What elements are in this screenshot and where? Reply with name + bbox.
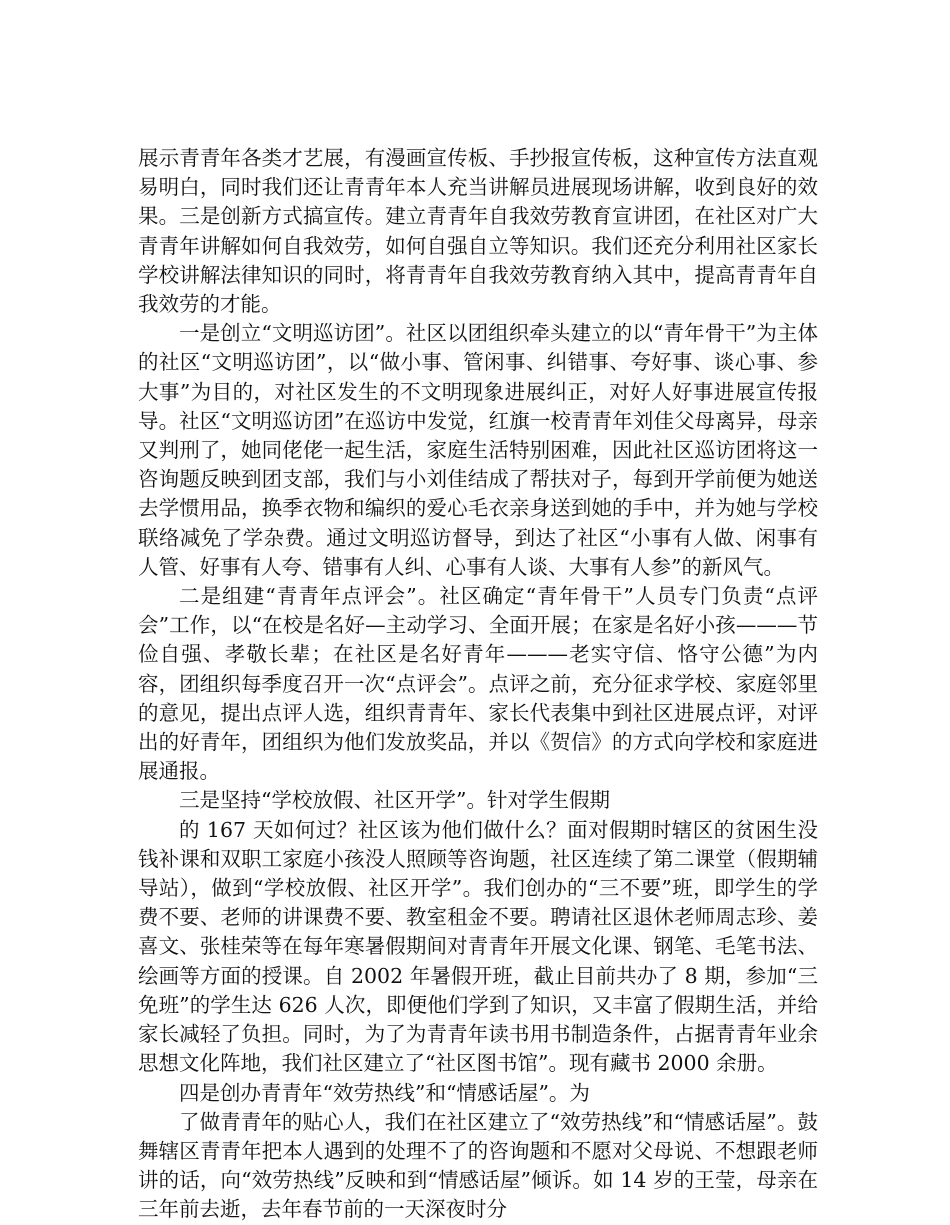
paragraph-1: 展示青青年各类才艺展，有漫画宣传板、手抄报宣传板，这种宣传方法直观易明白，同时我们还让青青年本人充当讲解员进展现场讲解，收到良好的效果。三是创新方式搞宣传。建立青青年自我效劳教育宣讲团，在社区对广大青青年讲解如何自我效劳，如何自强自立等知识。我们还充分利用社区家长学校讲解法律知识的同时，将青青年自我效劳教育纳入其中，提高青青年自我效劳的才能。: [138, 146, 818, 317]
paragraph-5: 的 167 天如何过？社区该为他们做什么？面对假期时辖区的贫困生没钱补课和双职工家庭小孩没人照顾等咨询题，社区连续了第二课堂（假期辅导站），做到“学校放假、社区开学”。我们创办的“三不要”班，即学生的学费不要、老师的讲课费不要、教室租金不要。聘请社区退休老师周志珍、姜喜文、张桂荣等在每年寒暑假期间对青青年开展文化课、钢笔、毛笔书法、绘画等方面的授课。自 2002 年暑假开班，截止目前共办了 8 期，参加“三免班”的学生达 626 人次，即便他们学到了知识，又丰富了假期生活，并给家长减轻了负担。同时，为了为青青年读书用书制造条件，占据青青年业余思想文化阵地，我们社区建立了“社区图书馆”。现有藏书 2000 余册。: [138, 817, 818, 1076]
paragraph-7: 了做青青年的贴心人，我们在社区建立了“效劳热线”和“情感话屋”。鼓舞辖区青青年把本人遇到的处理不了的咨询题和不愿对父母说、不想跟老师讲的话，向“效劳热线”反映和到“情感话屋”倾诉。如 14 岁的王莹，母亲在三年前去逝，去年春节前的一天深夜时分: [138, 1109, 818, 1222]
paragraph-3: 二是组建“青青年点评会”。社区确定“青年骨干”人员专门负责“点评会”工作，以“在校是名好—主动学习、全面开展；在家是名好小孩———节俭自强、孝敬长辈；在社区是名好青年———老实守信、恪守公德”为内容，团组织每季度召开一次“点评会”。点评之前，充分征求学校、家庭邻里的意见，提出点评人选，组织青青年、家长代表集中到社区进展点评，对评出的好青年，团组织为他们发放奖品，并以《贺信》的方式向学校和家庭进展通报。: [138, 584, 818, 784]
paragraph-6: 四是创办青青年“效劳热线”和“情感话屋”。为: [179, 1080, 590, 1105]
document-body: [138, 144, 818, 1225]
paragraph-4: 三是坚持“学校放假、社区开学”。针对学生假期: [179, 788, 610, 813]
paragraph-2: 一是创立“文明巡访团”。社区以团组织牵头建立的以“青年骨干”为主体的社区“文明巡访团”，以“做小事、管闲事、纠错事、夸好事、谈心事、参大事”为目的，对社区发生的不文明现象进展纠正，对好人好事进展宣传报导。社区“文明巡访团”在巡访中发觉，红旗一校青青年刘佳父母离异，母亲又判刑了，她同佬佬一起生活，家庭生活特别困难，因此社区巡访团将这一咨询题反映到团支部，我们与小刘佳结成了帮扶对子，每到开学前便为她送去学惯用品，换季衣物和编织的爱心毛衣亲身送到她的手中，并为她与学校联络减免了学杂费。通过文明巡访督导，到达了社区“小事有人做、闲事有人管、好事有人夸、错事有人纠、心事有人谈、大事有人参”的新风气。: [138, 321, 818, 579]
